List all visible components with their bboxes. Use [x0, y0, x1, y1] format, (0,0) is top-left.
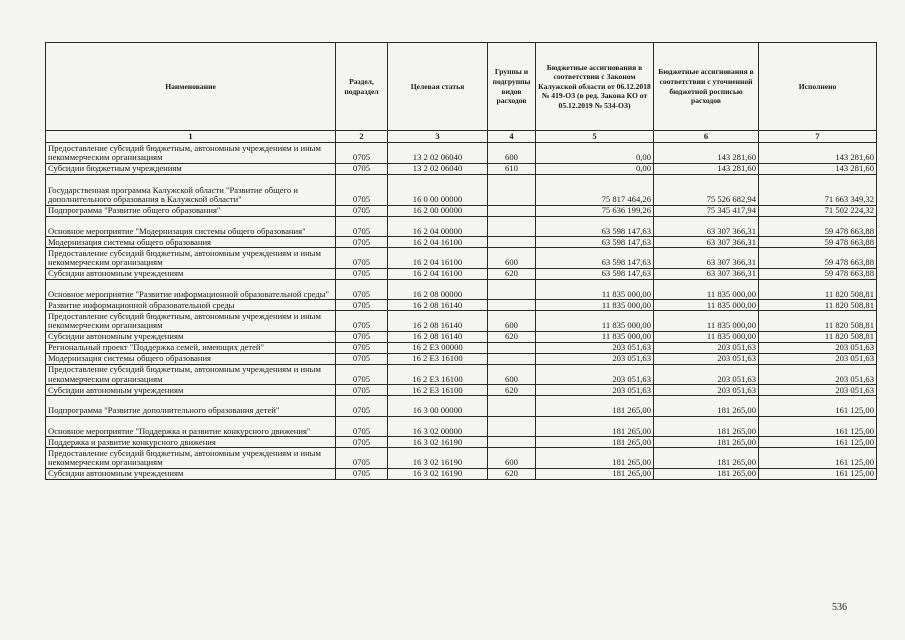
row-target-article: 16 2 08 00000	[388, 279, 488, 300]
header-target-article: Целевая статья	[388, 43, 488, 131]
row-name: Субсидии бюджетным учреждениям	[46, 163, 336, 174]
row-executed: 59 478 663,88	[759, 216, 877, 237]
row-law-allocation: 11 835 000,00	[536, 311, 654, 332]
row-target-article: 16 0 00 00000	[388, 174, 488, 205]
row-law-allocation: 181 265,00	[536, 448, 654, 469]
row-section: 0705	[336, 143, 388, 164]
row-expense-group	[488, 416, 536, 437]
row-law-allocation: 11 835 000,00	[536, 279, 654, 300]
row-expense-group: 600	[488, 364, 536, 385]
row-law-allocation: 181 265,00	[536, 396, 654, 417]
row-target-article: 16 2 E3 16100	[388, 364, 488, 385]
row-section: 0705	[336, 237, 388, 248]
row-plan-allocation: 181 265,00	[654, 396, 759, 417]
row-executed: 161 125,00	[759, 468, 877, 479]
row-expense-group	[488, 279, 536, 300]
header-name: Наименование	[46, 43, 336, 131]
row-section: 0705	[336, 268, 388, 279]
row-plan-allocation: 181 265,00	[654, 416, 759, 437]
table-row	[46, 216, 877, 237]
row-name: Предоставление субсидий бюджетным, автономным учреждениям и иным некоммерческим организациям	[46, 364, 336, 385]
row-law-allocation: 63 598 147,63	[536, 237, 654, 248]
row-expense-group	[488, 396, 536, 417]
column-number: 4	[488, 131, 536, 143]
row-expense-group	[488, 342, 536, 353]
row-law-allocation: 63 598 147,63	[536, 216, 654, 237]
row-name: Модернизация системы общего образования	[46, 237, 336, 248]
row-target-article: 16 2 00 00000	[388, 205, 488, 216]
table-body	[46, 143, 877, 480]
row-plan-allocation: 181 265,00	[654, 468, 759, 479]
row-name: Развитие информационной образовательной среды	[46, 300, 336, 311]
row-executed: 161 125,00	[759, 448, 877, 469]
row-section: 0705	[336, 163, 388, 174]
row-executed: 143 281,60	[759, 143, 877, 164]
table-row	[46, 353, 877, 364]
row-executed: 143 281,60	[759, 163, 877, 174]
row-law-allocation: 203 051,63	[536, 353, 654, 364]
row-target-article: 13 2 02 06040	[388, 143, 488, 164]
row-target-article: 13 2 02 06040	[388, 163, 488, 174]
row-target-article: 16 3 02 16190	[388, 448, 488, 469]
table-row	[46, 385, 877, 396]
row-law-allocation: 75 817 464,26	[536, 174, 654, 205]
row-expense-group	[488, 174, 536, 205]
row-target-article: 16 2 04 00000	[388, 216, 488, 237]
row-target-article: 16 2 04 16100	[388, 248, 488, 269]
header-section: Раздел, подраздел	[336, 43, 388, 131]
row-plan-allocation: 11 835 000,00	[654, 311, 759, 332]
row-plan-allocation: 181 265,00	[654, 437, 759, 448]
row-plan-allocation: 203 051,63	[654, 353, 759, 364]
row-executed: 11 820 508,81	[759, 279, 877, 300]
row-law-allocation: 0,00	[536, 143, 654, 164]
row-law-allocation: 75 636 199,26	[536, 205, 654, 216]
table-row	[46, 248, 877, 269]
row-executed: 203 051,63	[759, 342, 877, 353]
row-name: Основное мероприятие "Поддержка и развитие конкурсного движения"	[46, 416, 336, 437]
row-name: Субсидии автономным учреждениям	[46, 385, 336, 396]
page-number: 536	[832, 602, 847, 613]
table-row	[46, 342, 877, 353]
row-target-article: 16 2 E3 16100	[388, 385, 488, 396]
column-number: 6	[654, 131, 759, 143]
table-row	[46, 268, 877, 279]
row-expense-group	[488, 216, 536, 237]
row-plan-allocation: 11 835 000,00	[654, 279, 759, 300]
row-expense-group	[488, 353, 536, 364]
table-row	[46, 364, 877, 385]
row-name: Региональный проект "Поддержка семей, имеющих детей"	[46, 342, 336, 353]
table-row	[46, 468, 877, 479]
row-plan-allocation: 143 281,60	[654, 143, 759, 164]
row-executed: 71 502 224,32	[759, 205, 877, 216]
row-executed: 71 663 349,32	[759, 174, 877, 205]
row-section: 0705	[336, 174, 388, 205]
row-plan-allocation: 181 265,00	[654, 448, 759, 469]
row-law-allocation: 63 598 147,63	[536, 248, 654, 269]
row-target-article: 16 3 02 16190	[388, 468, 488, 479]
column-number: 1	[46, 131, 336, 143]
row-name: Подпрограмма "Развитие дополнительного образования детей"	[46, 396, 336, 417]
row-target-article: 16 2 08 16140	[388, 311, 488, 332]
row-target-article: 16 3 00 00000	[388, 396, 488, 417]
row-expense-group	[488, 300, 536, 311]
row-section: 0705	[336, 216, 388, 237]
row-section: 0705	[336, 385, 388, 396]
row-executed: 11 820 508,81	[759, 331, 877, 342]
row-section: 0705	[336, 416, 388, 437]
row-law-allocation: 181 265,00	[536, 416, 654, 437]
row-target-article: 16 2 04 16100	[388, 268, 488, 279]
row-expense-group	[488, 437, 536, 448]
row-executed: 11 820 508,81	[759, 300, 877, 311]
column-number: 3	[388, 131, 488, 143]
row-section: 0705	[336, 248, 388, 269]
table-row	[46, 437, 877, 448]
row-law-allocation: 181 265,00	[536, 468, 654, 479]
row-target-article: 16 2 08 16140	[388, 331, 488, 342]
row-plan-allocation: 75 526 682,94	[654, 174, 759, 205]
row-section: 0705	[336, 364, 388, 385]
row-expense-group: 620	[488, 331, 536, 342]
row-name: Предоставление субсидий бюджетным, автономным учреждениям и иным некоммерческим организациям	[46, 248, 336, 269]
table-row	[46, 396, 877, 417]
row-expense-group: 620	[488, 268, 536, 279]
row-expense-group: 620	[488, 468, 536, 479]
header-executed: Исполнено	[759, 43, 877, 131]
row-law-allocation: 11 835 000,00	[536, 300, 654, 311]
row-name: Основное мероприятие "Развитие информационной образовательной среды"	[46, 279, 336, 300]
row-name: Субсидии автономным учреждениям	[46, 268, 336, 279]
row-name: Подпрограмма "Развитие общего образования"	[46, 205, 336, 216]
row-executed: 161 125,00	[759, 437, 877, 448]
row-section: 0705	[336, 279, 388, 300]
header-plan-allocation: Бюджетные ассигнования в соответствии с уточненной бюджетной росписью расходов	[654, 43, 759, 131]
row-expense-group: 600	[488, 248, 536, 269]
row-plan-allocation: 63 307 366,31	[654, 268, 759, 279]
table-row	[46, 311, 877, 332]
table-row	[46, 143, 877, 164]
table-row	[46, 279, 877, 300]
row-plan-allocation: 63 307 366,31	[654, 248, 759, 269]
row-law-allocation: 203 051,63	[536, 342, 654, 353]
budget-report-sheet	[45, 42, 876, 480]
row-law-allocation: 203 051,63	[536, 364, 654, 385]
table-row	[46, 205, 877, 216]
row-law-allocation: 0,00	[536, 163, 654, 174]
row-section: 0705	[336, 448, 388, 469]
table-row	[46, 163, 877, 174]
row-law-allocation: 11 835 000,00	[536, 331, 654, 342]
row-name: Предоставление субсидий бюджетным, автономным учреждениям и иным некоммерческим организациям	[46, 448, 336, 469]
row-section: 0705	[336, 342, 388, 353]
table-row	[46, 174, 877, 205]
row-plan-allocation: 11 835 000,00	[654, 331, 759, 342]
row-plan-allocation: 203 051,63	[654, 385, 759, 396]
row-executed: 59 478 663,88	[759, 268, 877, 279]
row-executed: 59 478 663,88	[759, 237, 877, 248]
row-law-allocation: 181 265,00	[536, 437, 654, 448]
row-section: 0705	[336, 311, 388, 332]
row-expense-group: 610	[488, 163, 536, 174]
row-target-article: 16 3 02 00000	[388, 416, 488, 437]
row-name: Государственная программа Калужской области "Развитие общего и дополнительного образования в Калужской области"	[46, 174, 336, 205]
row-target-article: 16 2 E3 00000	[388, 342, 488, 353]
column-number-row	[46, 131, 877, 143]
row-plan-allocation: 63 307 366,31	[654, 237, 759, 248]
header-row	[46, 43, 877, 131]
header-expense-group: Группы и подгруппы видов расходов	[488, 43, 536, 131]
row-law-allocation: 63 598 147,63	[536, 268, 654, 279]
row-executed: 161 125,00	[759, 396, 877, 417]
row-executed: 203 051,63	[759, 353, 877, 364]
row-target-article: 16 2 E3 16100	[388, 353, 488, 364]
table-row	[46, 448, 877, 469]
row-target-article: 16 2 08 16140	[388, 300, 488, 311]
row-executed: 59 478 663,88	[759, 248, 877, 269]
column-number: 2	[336, 131, 388, 143]
row-target-article: 16 3 02 16190	[388, 437, 488, 448]
row-name: Основное мероприятие "Модернизация системы общего образования"	[46, 216, 336, 237]
row-expense-group: 600	[488, 448, 536, 469]
table-row	[46, 237, 877, 248]
row-section: 0705	[336, 396, 388, 417]
row-name: Поддержка и развитие конкурсного движения	[46, 437, 336, 448]
row-expense-group	[488, 205, 536, 216]
row-plan-allocation: 63 307 366,31	[654, 216, 759, 237]
row-executed: 203 051,63	[759, 364, 877, 385]
row-name: Модернизация системы общего образования	[46, 353, 336, 364]
row-plan-allocation: 203 051,63	[654, 342, 759, 353]
row-law-allocation: 203 051,63	[536, 385, 654, 396]
row-expense-group: 600	[488, 311, 536, 332]
row-section: 0705	[336, 331, 388, 342]
budget-execution-table	[45, 42, 877, 480]
column-number: 5	[536, 131, 654, 143]
row-executed: 203 051,63	[759, 385, 877, 396]
table-row	[46, 300, 877, 311]
row-section: 0705	[336, 437, 388, 448]
row-name: Субсидии автономным учреждениям	[46, 468, 336, 479]
row-executed: 161 125,00	[759, 416, 877, 437]
row-plan-allocation: 75 345 417,94	[654, 205, 759, 216]
row-executed: 11 820 508,81	[759, 311, 877, 332]
row-name: Предоставление субсидий бюджетным, автономным учреждениям и иным некоммерческим организациям	[46, 311, 336, 332]
table-row	[46, 331, 877, 342]
row-section: 0705	[336, 353, 388, 364]
column-number: 7	[759, 131, 877, 143]
row-section: 0705	[336, 300, 388, 311]
row-plan-allocation: 203 051,63	[654, 364, 759, 385]
header-law-allocation: Бюджетные ассигнования в соответствии с Законом Калужской области от 06.12.2018 № 419-ОЗ (в ред. Закона КО от 05.12.2019 № 534-ОЗ)	[536, 43, 654, 131]
row-target-article: 16 2 04 16100	[388, 237, 488, 248]
row-plan-allocation: 143 281,60	[654, 163, 759, 174]
row-section: 0705	[336, 205, 388, 216]
row-name: Субсидии автономным учреждениям	[46, 331, 336, 342]
row-expense-group: 620	[488, 385, 536, 396]
row-name: Предоставление субсидий бюджетным, автономным учреждениям и иным некоммерческим организациям	[46, 143, 336, 164]
row-section: 0705	[336, 468, 388, 479]
table-row	[46, 416, 877, 437]
row-plan-allocation: 11 835 000,00	[654, 300, 759, 311]
row-expense-group: 600	[488, 143, 536, 164]
row-expense-group	[488, 237, 536, 248]
